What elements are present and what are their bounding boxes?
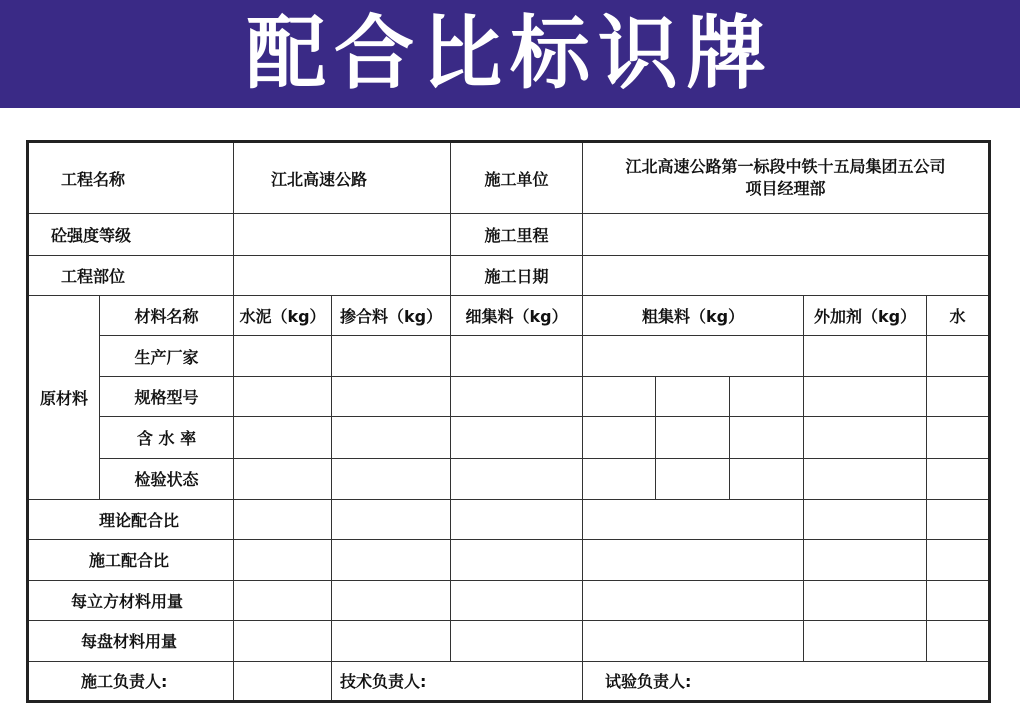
- construction-unit-line-2: 项目经理部: [745, 179, 826, 199]
- table-cell: [730, 458, 804, 499]
- project-name-value: 江北高速公路: [234, 142, 451, 214]
- manufacturer-label: 生产厂家: [100, 336, 234, 377]
- table-cell: [927, 499, 990, 539]
- table-cell: [583, 377, 656, 417]
- cement-column-header: 水泥（kg）: [234, 296, 332, 336]
- table-cell: [927, 377, 990, 417]
- table-cell: [804, 499, 927, 539]
- table-cell: [234, 580, 332, 620]
- table-cell: [234, 499, 332, 539]
- water-column-header: 水: [927, 296, 990, 336]
- table-cell: [332, 458, 451, 499]
- table-cell: [927, 336, 990, 377]
- table-cell: [656, 417, 730, 458]
- table-cell: [583, 539, 804, 580]
- per-cubic-usage-label: 每立方材料用量: [28, 580, 234, 620]
- table-cell: [451, 499, 583, 539]
- table-cell: [332, 417, 451, 458]
- table-cell: [451, 458, 583, 499]
- project-part-value: [234, 256, 451, 296]
- table-cell: [804, 377, 927, 417]
- table-cell: [332, 620, 451, 661]
- construction-lead-label: 施工负责人:: [28, 661, 234, 701]
- construction-date-label: 施工日期: [451, 256, 583, 296]
- theoretical-ratio-label: 理论配合比: [28, 499, 234, 539]
- table-cell: [451, 417, 583, 458]
- table-cell: [583, 620, 804, 661]
- construction-unit-label: 施工单位: [451, 142, 583, 214]
- table-cell: [583, 458, 656, 499]
- table-cell: [234, 377, 332, 417]
- table-cell: [234, 417, 332, 458]
- table-cell: [927, 458, 990, 499]
- table-cell: [804, 417, 927, 458]
- table-cell: [927, 620, 990, 661]
- admixture-column-header: 掺合料（kg）: [332, 296, 451, 336]
- table-cell: [583, 417, 656, 458]
- table-cell: [804, 539, 927, 580]
- table-cell: [234, 336, 332, 377]
- table-cell: [234, 458, 332, 499]
- specification-label: 规格型号: [100, 377, 234, 417]
- mix-ratio-table: [26, 140, 991, 703]
- table-cell: [804, 458, 927, 499]
- table-cell: [234, 620, 332, 661]
- table-cell: [583, 580, 804, 620]
- table-cell: [927, 539, 990, 580]
- title-banner: [0, 0, 1020, 108]
- technical-lead-label: 技术负责人:: [332, 661, 583, 701]
- construction-lead-signature: [234, 661, 332, 701]
- table-cell: [656, 377, 730, 417]
- table-cell: [583, 499, 804, 539]
- inspection-status-label: 检验状态: [100, 458, 234, 499]
- per-batch-usage-label: 每盘材料用量: [28, 620, 234, 661]
- table-cell: [234, 539, 332, 580]
- table-cell: [656, 458, 730, 499]
- table-cell: [804, 580, 927, 620]
- construction-unit-line-1: 江北高速公路第一标段中铁十五局集团五公司: [625, 157, 946, 177]
- table-cell: [332, 499, 451, 539]
- table-cell: [451, 539, 583, 580]
- coarse-aggregate-column-header: 粗集料（kg）: [583, 296, 804, 336]
- table-cell: [332, 377, 451, 417]
- table-cell: [730, 417, 804, 458]
- moisture-content-label: 含 水 率: [100, 417, 234, 458]
- material-name-header: 材料名称: [100, 296, 234, 336]
- construction-unit-value: [583, 142, 990, 214]
- fine-aggregate-column-header: 细集料（kg）: [451, 296, 583, 336]
- table-cell: [804, 336, 927, 377]
- construction-ratio-label: 施工配合比: [28, 539, 234, 580]
- table-cell: [332, 336, 451, 377]
- table-cell: [451, 620, 583, 661]
- construction-mileage-value: [583, 214, 990, 256]
- table-cell: [583, 336, 804, 377]
- concrete-grade-label: 砼强度等级: [28, 214, 234, 256]
- project-part-label: 工程部位: [28, 256, 234, 296]
- table-cell: [451, 580, 583, 620]
- table-cell: [451, 336, 583, 377]
- project-name-label: 工程名称: [28, 142, 234, 214]
- construction-mileage-label: 施工里程: [451, 214, 583, 256]
- page-title: 配合比标识牌: [246, 7, 774, 100]
- table-cell: [332, 539, 451, 580]
- table-cell: [927, 580, 990, 620]
- table-cell: [927, 417, 990, 458]
- raw-materials-label: 原材料: [28, 296, 100, 499]
- table-cell: [451, 377, 583, 417]
- table-cell: [730, 377, 804, 417]
- concrete-grade-value: [234, 214, 451, 256]
- additive-column-header: 外加剂（kg）: [804, 296, 927, 336]
- construction-date-value: [583, 256, 990, 296]
- table-cell: [332, 580, 451, 620]
- table-cell: [804, 620, 927, 661]
- testing-lead-label: 试验负责人:: [583, 661, 990, 701]
